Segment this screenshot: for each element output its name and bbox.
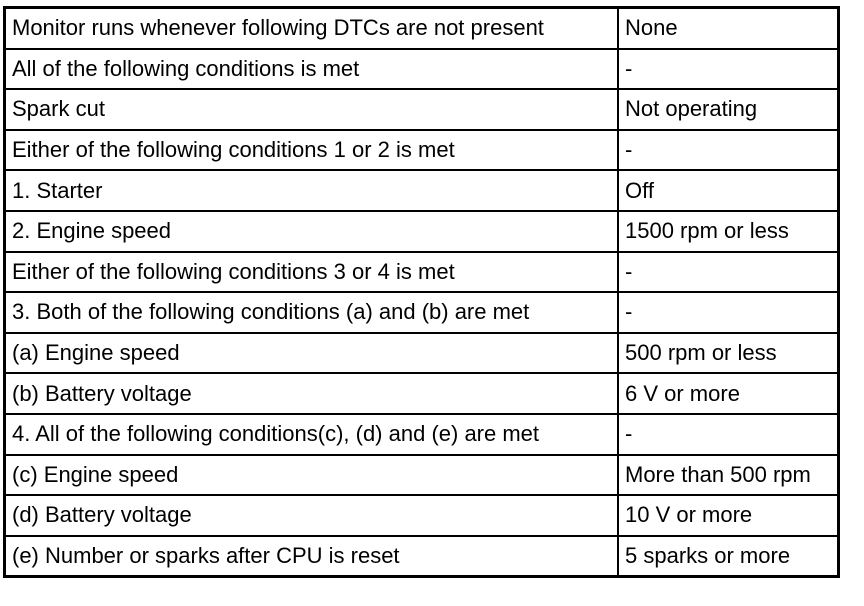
value-cell: Not operating bbox=[618, 89, 839, 130]
condition-cell: Spark cut bbox=[5, 89, 619, 130]
table-row bbox=[5, 536, 839, 577]
condition-cell: (d) Battery voltage bbox=[5, 495, 619, 536]
table-row bbox=[5, 414, 839, 455]
monitor-conditions-table bbox=[3, 6, 840, 578]
monitor-conditions-table-wrapper bbox=[3, 6, 840, 578]
value-cell: Off bbox=[618, 170, 839, 211]
condition-cell: Monitor runs whenever following DTCs are not present bbox=[5, 8, 619, 49]
condition-cell: 4. All of the following conditions(c), (d) and (e) are met bbox=[5, 414, 619, 455]
value-cell: None bbox=[618, 8, 839, 49]
table-row bbox=[5, 495, 839, 536]
condition-cell: All of the following conditions is met bbox=[5, 49, 619, 90]
condition-cell: 1. Starter bbox=[5, 170, 619, 211]
value-cell: - bbox=[618, 292, 839, 333]
value-cell: More than 500 rpm bbox=[618, 455, 839, 496]
condition-cell: (b) Battery voltage bbox=[5, 373, 619, 414]
table-row bbox=[5, 89, 839, 130]
value-cell: 500 rpm or less bbox=[618, 333, 839, 374]
condition-cell: 2. Engine speed bbox=[5, 211, 619, 252]
value-cell: - bbox=[618, 130, 839, 171]
condition-cell: (e) Number or sparks after CPU is reset bbox=[5, 536, 619, 577]
value-cell: - bbox=[618, 414, 839, 455]
table-row bbox=[5, 49, 839, 90]
table-row bbox=[5, 8, 839, 49]
condition-cell: Either of the following conditions 1 or 2 is met bbox=[5, 130, 619, 171]
table-row bbox=[5, 170, 839, 211]
table-row bbox=[5, 292, 839, 333]
table-row bbox=[5, 252, 839, 293]
condition-cell: Either of the following conditions 3 or 4 is met bbox=[5, 252, 619, 293]
table-row bbox=[5, 455, 839, 496]
value-cell: 5 sparks or more bbox=[618, 536, 839, 577]
value-cell: 1500 rpm or less bbox=[618, 211, 839, 252]
condition-cell: 3. Both of the following conditions (a) and (b) are met bbox=[5, 292, 619, 333]
table-row bbox=[5, 130, 839, 171]
condition-cell: (a) Engine speed bbox=[5, 333, 619, 374]
table-row bbox=[5, 333, 839, 374]
value-cell: - bbox=[618, 49, 839, 90]
table-row bbox=[5, 373, 839, 414]
condition-cell: (c) Engine speed bbox=[5, 455, 619, 496]
value-cell: 6 V or more bbox=[618, 373, 839, 414]
value-cell: - bbox=[618, 252, 839, 293]
value-cell: 10 V or more bbox=[618, 495, 839, 536]
table-row bbox=[5, 211, 839, 252]
